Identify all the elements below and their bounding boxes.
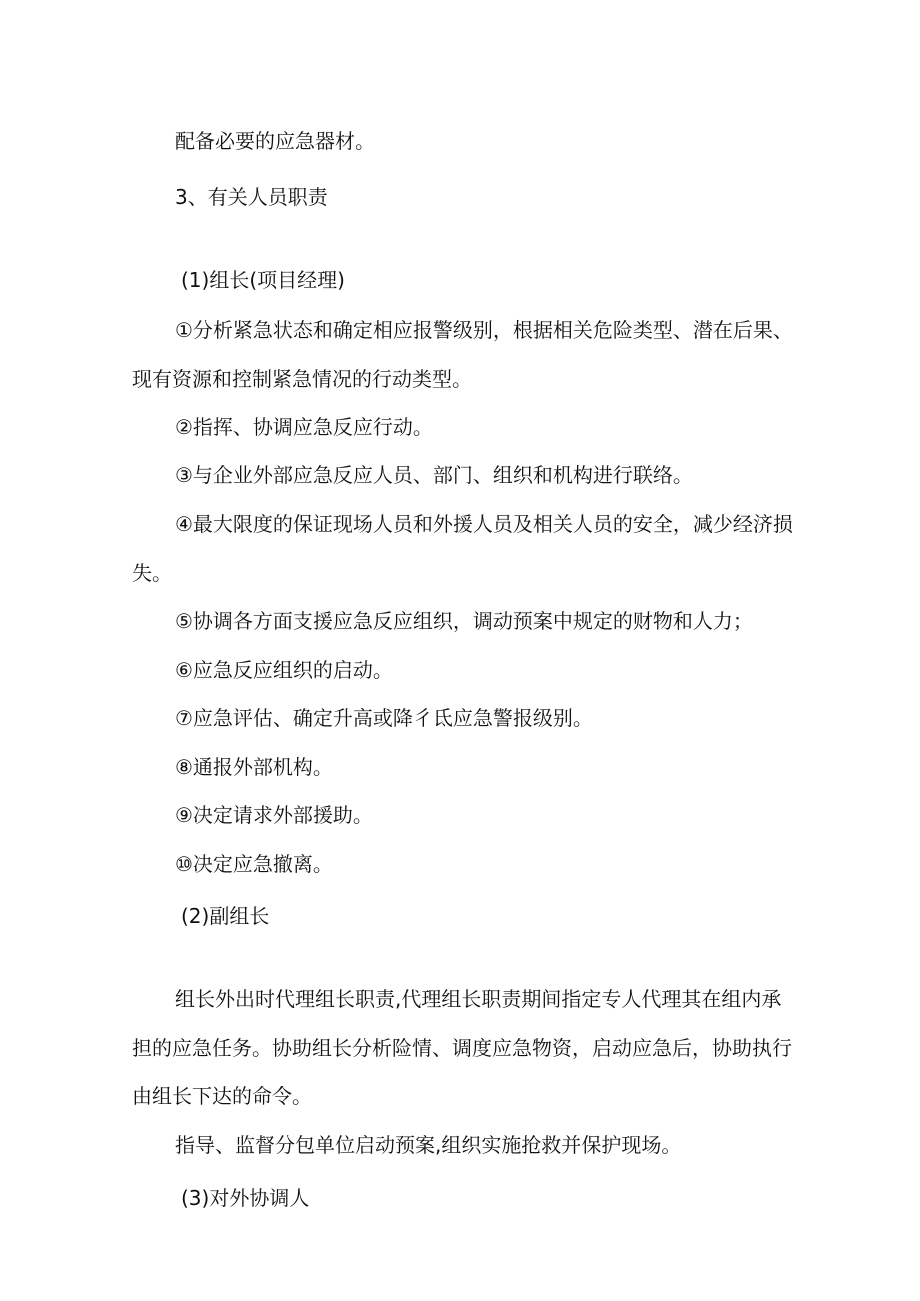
text-line-1: 配备必要的应急器材。: [175, 129, 375, 153]
text-line-item-8: ⑧通报外部机构。: [175, 755, 333, 779]
section-heading-3: 3、有关人员职责: [175, 185, 328, 209]
text-line-item-2: ②指挥、协调应急反应行动。: [175, 415, 433, 439]
subheading-external-coordinator: (3)对外协调人: [181, 1186, 310, 1210]
text-line-deputy-a: 组长外出时代理组长职责,代理组长职责期间指定专人代理其在组内承: [175, 987, 782, 1011]
subheading-deputy-leader: (2)副组长: [181, 904, 270, 928]
text-line-guidance: 指导、监督分包单位启动预案,组织实施抢救并保护现场。: [175, 1133, 682, 1157]
text-line-deputy-b: 担的应急任务。协助组长分析险情、调度应急物资，启动应急后，协助执行: [132, 1036, 792, 1060]
text-line-item-3: ③与企业外部应急反应人员、部门、组织和机构进行联络。: [175, 463, 693, 487]
text-line-item-10: ⑩决定应急撤离。: [175, 852, 333, 876]
text-line-item-1a: ①分析紧急状态和确定相应报警级别，根据相关危险类型、潜在后果、: [175, 318, 793, 342]
text-line-item-4b: 失。: [132, 561, 172, 585]
text-line-item-9: ⑨决定请求外部援助。: [175, 803, 373, 827]
text-line-item-5: ⑤协调各方面支援应急反应组织，调动预案中规定的财物和人力；: [175, 609, 753, 633]
text-line-item-7: ⑦应急评估、确定升高或降彳氐应急警报级别。: [175, 706, 593, 730]
subheading-leader: (1)组长(项目经理): [181, 268, 345, 292]
text-line-item-6: ⑥应急反应组织的启动。: [175, 658, 393, 682]
text-line-item-4a: ④最大限度的保证现场人员和外援人员及相关人员的安全，减少经济损: [175, 512, 793, 536]
text-line-deputy-c: 由组长下达的命令。: [132, 1084, 312, 1108]
text-line-item-1b: 现有资源和控制紧急情况的行动类型。: [132, 367, 472, 391]
